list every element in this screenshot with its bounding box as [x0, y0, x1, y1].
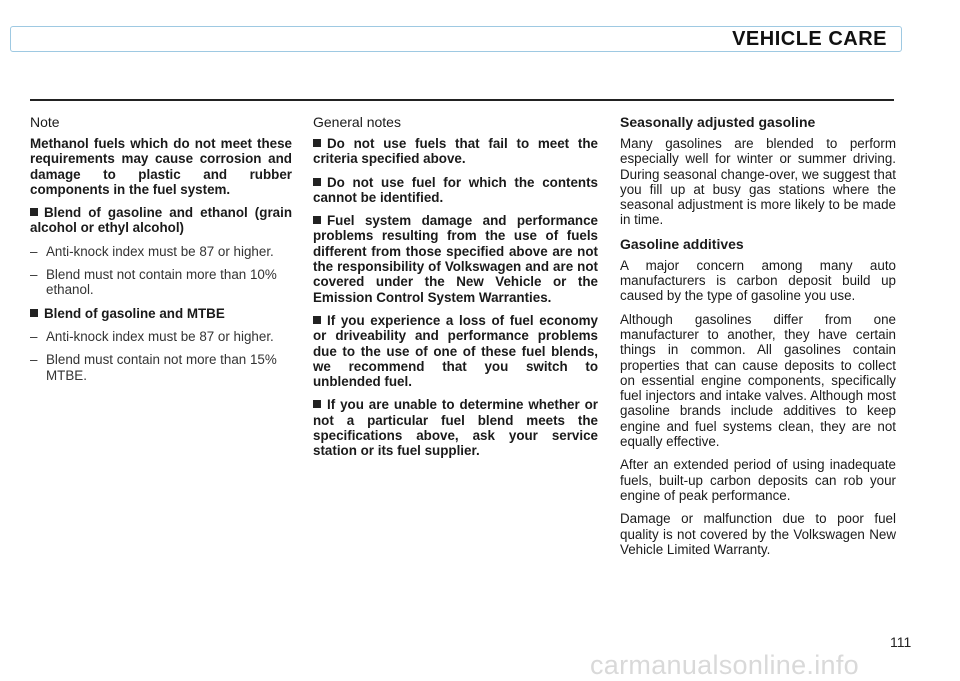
note-text: Methanol fuels which do not meet these requirements may cause corrosion and damage to plastic and rubber components in the fuel system. — [30, 136, 292, 197]
dash-icon: – — [30, 352, 38, 368]
dash-icon: – — [30, 267, 38, 283]
list-item — [30, 352, 292, 383]
column-left — [30, 114, 292, 391]
mtbe-heading — [30, 306, 292, 321]
dash-icon: – — [30, 243, 38, 259]
seasonal-text: Many gasolines are blended to perform especially well for winter or summer driving. During seasonal change-over, we suggest that you fill up at busy gas stations where the seasonal adjustment is more likely to be made in time. — [620, 136, 896, 228]
list-item-text: Blend must contain not more than 15% MTBE. — [46, 352, 277, 383]
section-title: VEHICLE CARE — [732, 28, 887, 50]
header-bar — [10, 26, 902, 52]
list-item — [30, 329, 292, 344]
page-number: 111 — [890, 634, 912, 650]
bullet-text: Do not use fuels that fail to meet the criteria specified above. — [313, 136, 598, 167]
additives-paragraph: Damage or malfunction due to poor fuel quality is not covered by the Volkswagen New Vehicle Limited Warranty. — [620, 511, 896, 557]
list-item-text: Anti-knock index must be 87 or higher. — [46, 243, 274, 259]
bullet-item — [313, 213, 598, 305]
bullet-text: Fuel system damage and performance problems resulting from the use of fuels different from those specified above are not the responsibility of Volkswagen and are not covered under the New Vehicle or the Emission Control System Warranties. — [313, 213, 598, 305]
bullet-text: If you are unable to determine whether or not a particular fuel blend meets the specifications above, ask your service station or its fuel supplier. — [313, 397, 598, 459]
ethanol-heading — [30, 205, 292, 236]
note-heading: Note — [30, 114, 60, 130]
bullet-square-icon — [30, 208, 38, 216]
column-middle — [313, 114, 598, 467]
bullet-text: If you experience a loss of fuel economy or driveability and performance problems due to the use of one of these fuel blends, we recommend that you switch to unblended fuel. — [313, 312, 598, 390]
list-item — [30, 267, 292, 298]
bullet-square-icon — [313, 400, 321, 408]
additives-heading: Gasoline additives — [620, 235, 744, 252]
list-item-text: Anti-knock index must be 87 or higher. — [46, 328, 274, 344]
header-rule — [30, 99, 894, 101]
column-right — [620, 114, 896, 565]
list-item-text: Blend must not contain more than 10% ethanol. — [46, 267, 277, 298]
bullet-square-icon — [313, 216, 321, 224]
mtbe-heading-text: Blend of gasoline and MTBE — [44, 305, 225, 321]
bullet-square-icon — [30, 309, 38, 317]
bullet-square-icon — [313, 316, 321, 324]
general-notes-heading: General notes — [313, 114, 401, 130]
bullet-item — [313, 397, 598, 458]
additives-paragraph: After an extended period of using inadequate fuels, built-up carbon deposits can rob your engine of peak performance. — [620, 457, 896, 503]
bullet-text: Do not use fuel for which the contents cannot be identified. — [313, 174, 598, 205]
bullet-item — [313, 175, 598, 206]
dash-icon: – — [30, 328, 38, 344]
seasonal-heading: Seasonally adjusted gasoline — [620, 114, 816, 130]
bullet-square-icon — [313, 178, 321, 186]
bullet-item — [313, 136, 598, 167]
bullet-square-icon — [313, 139, 321, 147]
list-item — [30, 244, 292, 259]
watermark: carmanualsonline.info — [590, 650, 859, 680]
bullet-item — [313, 313, 598, 389]
additives-paragraph: A major concern among many auto manufacturers is carbon deposit build up caused by the type of gasoline you use. — [620, 257, 896, 304]
additives-paragraph: Although gasolines differ from one manufacturer to another, they have certain things in common. All gasolines contain properties that can cause deposits to collect on essential engine components, specifically fuel injectors and intake valves. Although most gasoline brands include additives to keep engine and fuel systems clean, they are not equally effective. — [620, 311, 896, 450]
ethanol-heading-text: Blend of gasoline and ethanol (grain alcohol or ethyl alcohol) — [30, 205, 292, 236]
